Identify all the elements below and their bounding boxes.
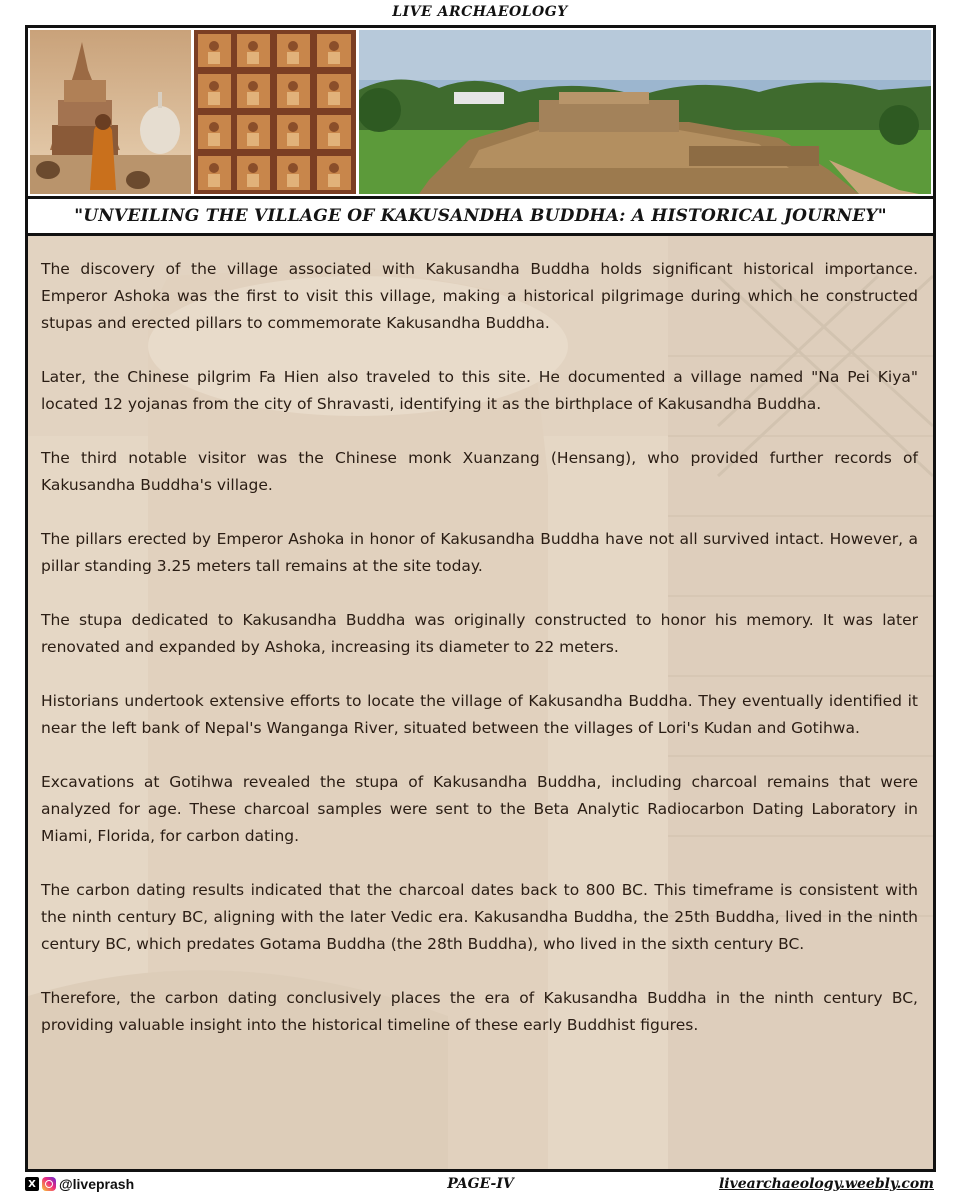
article-body	[28, 236, 933, 1169]
page-frame	[25, 25, 936, 1172]
temple-monk-image	[30, 30, 191, 194]
paragraph: Historians undertook extensive efforts to locate the village of Kakusandha Buddha. They eventually identified it near the left bank of Nepal's Wanganga River, situated between the villages of Lori's Kudan and Gotihwa.	[41, 692, 918, 737]
paragraph: Later, the Chinese pilgrim Fa Hien also traveled to this site. He documented a village named "Na Pei Kiya" located 12 yojanas from the city of Shravasti, identifying it as the birthplace of Kakusandha Buddha.	[41, 368, 918, 413]
page-number: PAGE-IV	[447, 1176, 514, 1192]
paragraph: The pillars erected by Emperor Ashoka in honor of Kakusandha Buddha have not all survived intact. However, a pillar standing 3.25 meters tall remains at the site today.	[41, 530, 918, 575]
handle-text: @liveprash	[59, 1176, 135, 1192]
footer	[25, 1174, 936, 1196]
paragraph: Excavations at Gotihwa revealed the stupa of Kakusandha Buddha, including charcoal remains that were analyzed for age. These charcoal samples were sent to the Beta Analytic Radiocarbon Dating Laboratory in Miami, Florida, for carbon dating.	[41, 773, 918, 845]
masthead: LIVE ARCHAEOLOGY	[392, 4, 568, 20]
paragraph: The stupa dedicated to Kakusandha Buddha was originally constructed to honor his memory. It was later renovated and expanded by Ashoka, increasing its diameter to 22 meters.	[41, 611, 918, 656]
buddha-panels-image	[194, 30, 356, 194]
page-title: "UNVEILING THE VILLAGE OF KAKUSANDHA BUDDHA: A HISTORICAL JOURNEY"	[28, 196, 933, 236]
paragraph: The carbon dating results indicated that the charcoal dates back to 800 BC. This timeframe is consistent with the ninth century BC, aligning with the later Vedic era. Kakusandha Buddha, the 25th Buddha, lived in the ninth century BC, which predates Gotama Buddha (the 28th Buddha), who lived in the sixth century BC.	[41, 881, 918, 953]
banner	[28, 28, 933, 196]
stupa-ruins-image	[359, 30, 931, 194]
paragraph: Therefore, the carbon dating conclusively places the era of Kakusandha Buddha in the ninth century BC, providing valuable insight into the historical timeline of these early Buddhist figures.	[41, 989, 918, 1034]
x-logo-icon: X	[25, 1177, 39, 1191]
article-text	[41, 256, 918, 1066]
website-link[interactable]: livearchaeology.weebly.com	[718, 1176, 934, 1192]
paragraph: The discovery of the village associated with Kakusandha Buddha holds significant historical importance. Emperor Ashoka was the first to visit this village, making a historical pilgrimage during which he constructed stupas and erected pillars to commemorate Kakusandha Buddha.	[41, 260, 918, 332]
paragraph: The third notable visitor was the Chinese monk Xuanzang (Hensang), who provided further records of Kakusandha Buddha's village.	[41, 449, 918, 494]
